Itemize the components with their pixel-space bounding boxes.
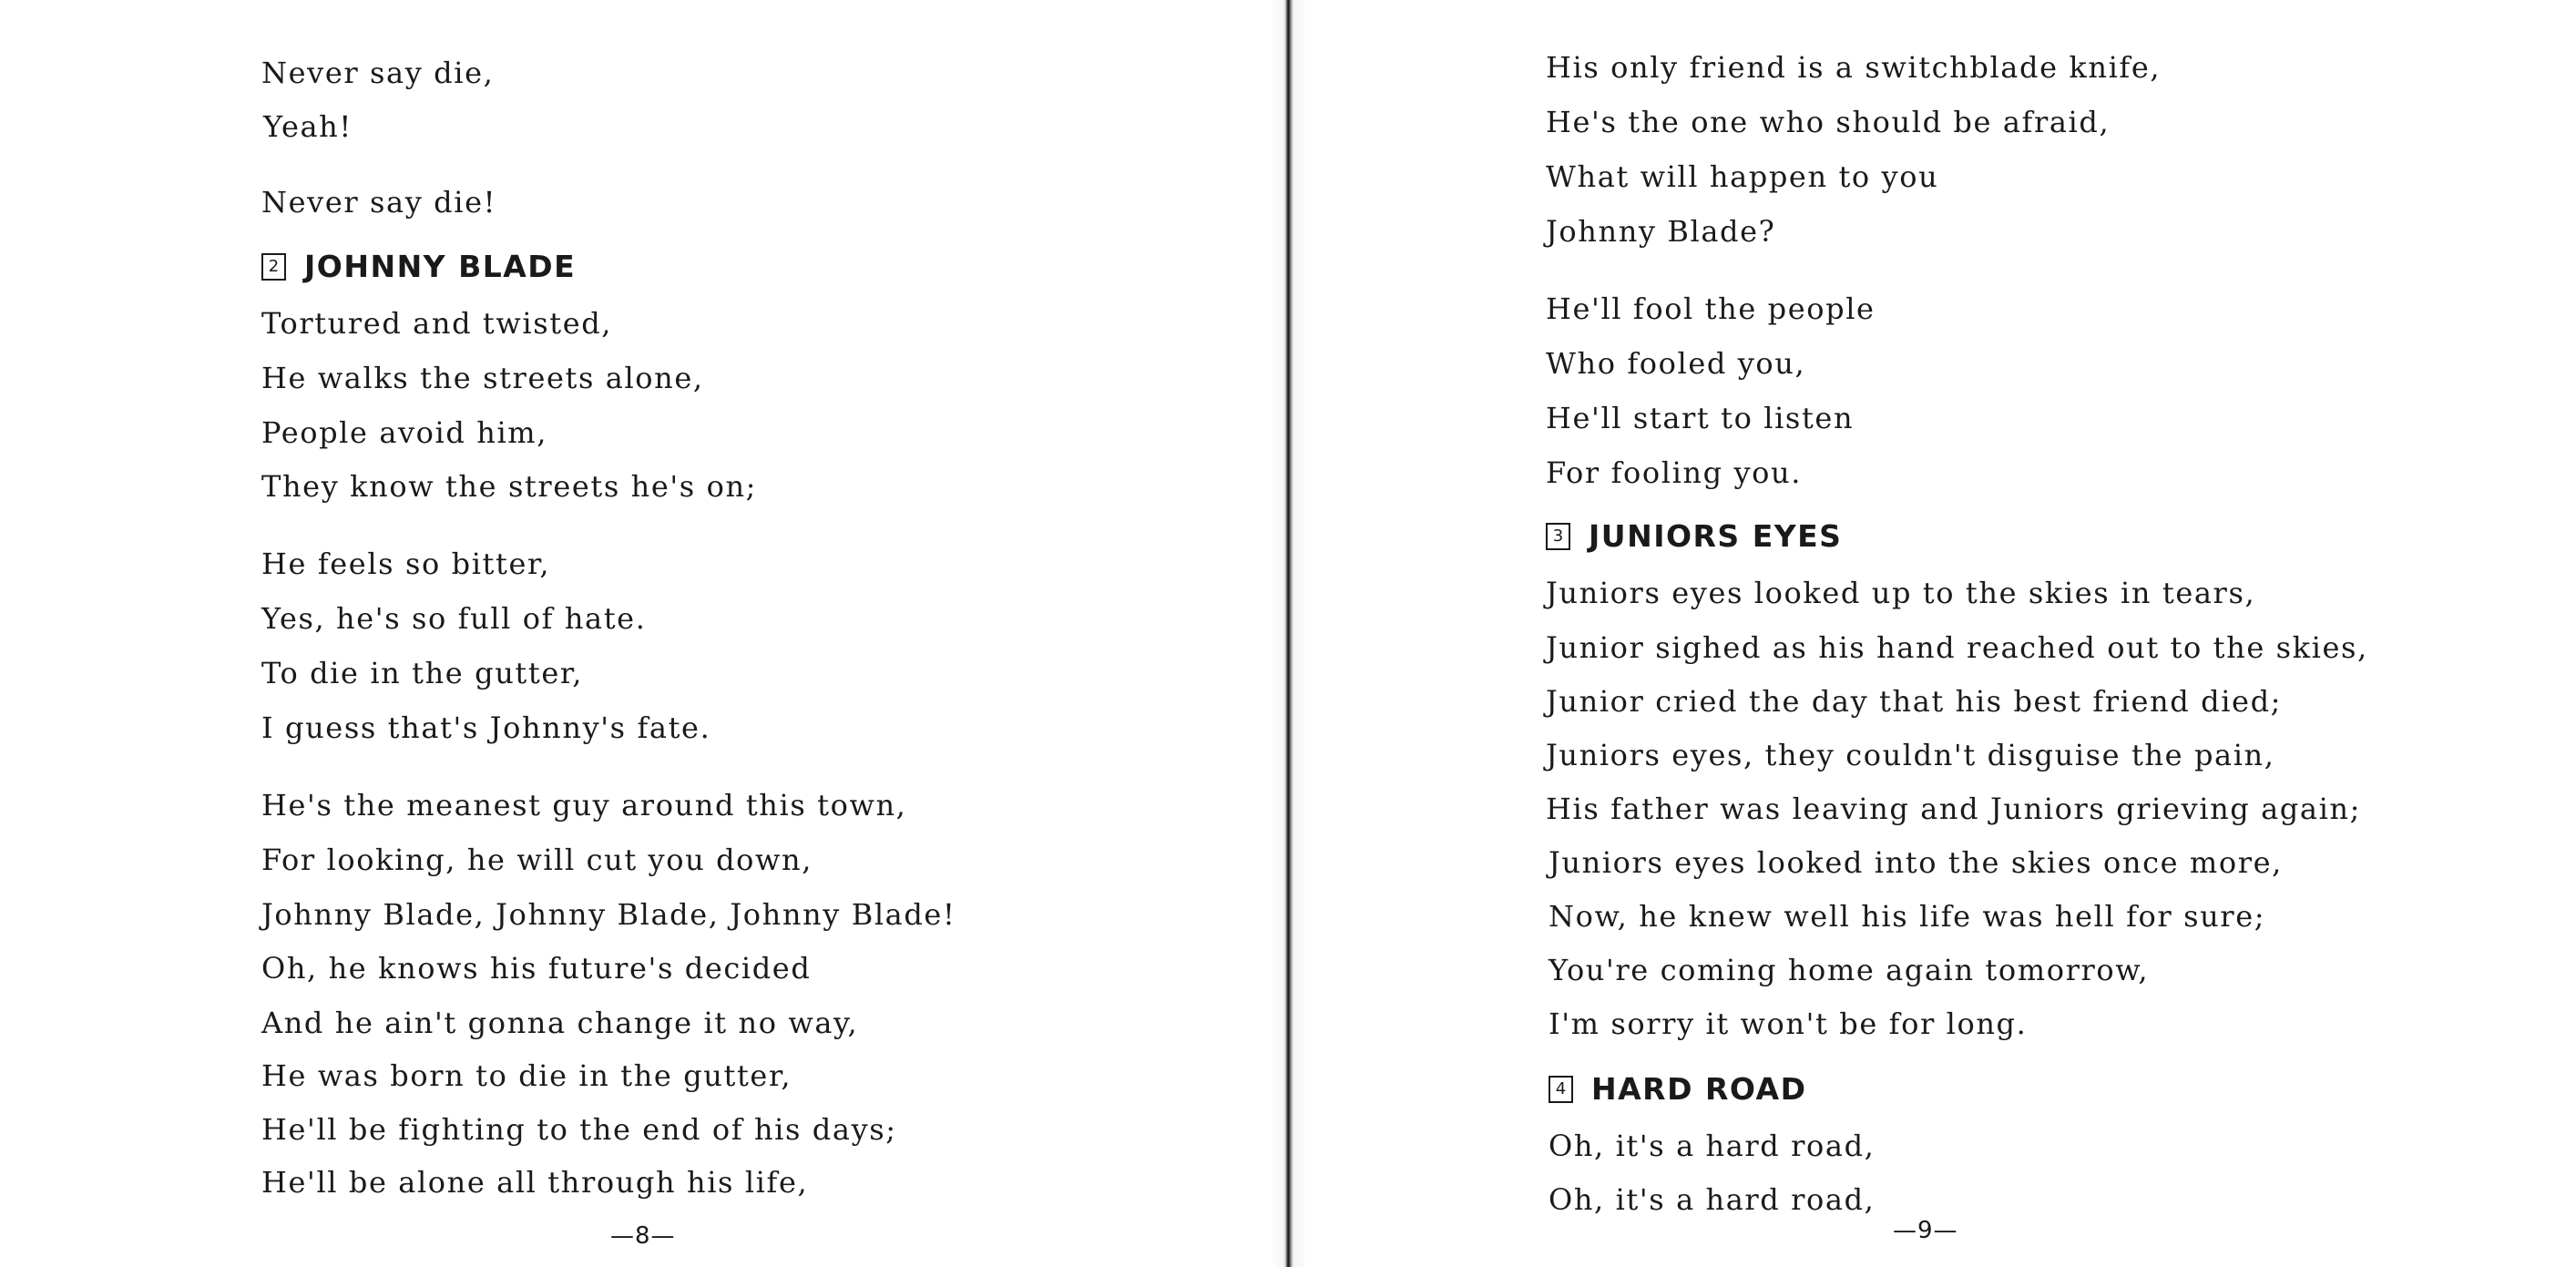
lyric-line: Junior cried the day that his best friend died; [1546,684,2283,719]
song-heading-hard-road [1549,1071,1806,1108]
lyric-line: He'll start to listen [1546,401,1855,435]
lyric-line: For looking, he will cut you down, [261,843,813,877]
lyric-line: And he ain't gonna change it no way, [261,1006,859,1040]
track-number-box: 4 [1549,1076,1573,1103]
lyric-line: He'll be alone all through his life, [261,1165,809,1200]
song-title: JOHNNY BLADE [304,249,577,284]
lyric-line: He's the one who should be afraid, [1546,105,2111,139]
lyric-line: His only friend is a switchblade knife, [1546,50,2162,85]
lyric-line: Oh, it's a hard road, [1549,1182,1876,1217]
lyric-line: For fooling you. [1546,455,1803,490]
lyric-line: Now, he knew well his life was hell for sure; [1549,899,2266,934]
lyric-line: He'll fool the people [1546,291,1876,326]
song-title: HARD ROAD [1591,1071,1807,1107]
lyric-line: Junior sighed as his hand reached out to the skies, [1546,630,2368,665]
song-title: JUNIORS EYES [1589,518,1843,554]
left-page [0,0,1284,1267]
lyric-line: He'll be fighting to the end of his days; [261,1112,897,1147]
lyric-line: They know the streets he's on; [261,469,758,504]
song-heading-juniors-eyes [1546,518,1842,555]
lyric-line: He feels so bitter, [261,547,551,581]
lyric-line: Oh, he knows his future's decided [261,951,812,986]
lyric-line: Johnny Blade? [1546,214,1776,249]
lyric-line: Yes, he's so full of hate. [261,601,647,636]
right-page [1292,0,2576,1267]
lyric-line: What will happen to you [1546,159,1939,194]
track-number-box: 2 [261,253,286,281]
lyric-line: He was born to die in the gutter, [261,1058,792,1093]
track-number-box: 3 [1546,523,1570,550]
lyric-line: Who fooled you, [1546,346,1806,381]
lyric-line: Juniors eyes looked up to the skies in tears, [1546,576,2256,610]
lyric-line: He walks the streets alone, [261,361,704,395]
song-heading-johnny-blade [261,249,576,285]
page-number: —8— [610,1222,676,1250]
page-number: —9— [1893,1217,1958,1244]
lyric-line: His father was leaving and Juniors grieving again; [1546,792,2361,826]
lyric-line: Juniors eyes looked into the skies once more, [1549,845,2283,880]
lyric-line: Juniors eyes, they couldn't disguise the pain, [1546,738,2275,772]
lyric-line: To die in the gutter, [261,656,584,690]
lyric-line: Tortured and twisted, [261,306,613,341]
lyric-line: Never say die! [261,185,497,220]
lyric-line: I guess that's Johnny's fate. [261,710,711,745]
lyric-line: He's the meanest guy around this town, [261,788,907,823]
lyric-line: Johnny Blade, Johnny Blade, Johnny Blade! [261,897,956,932]
lyric-line: You're coming home again tomorrow, [1549,953,2150,987]
lyric-line: Never say die, [261,56,495,90]
lyric-line: I'm sorry it won't be for long. [1549,1006,2028,1041]
lyric-line: People avoid him, [261,415,547,450]
lyric-line: Yeah! [263,109,353,144]
lyric-line: Oh, it's a hard road, [1549,1129,1876,1163]
